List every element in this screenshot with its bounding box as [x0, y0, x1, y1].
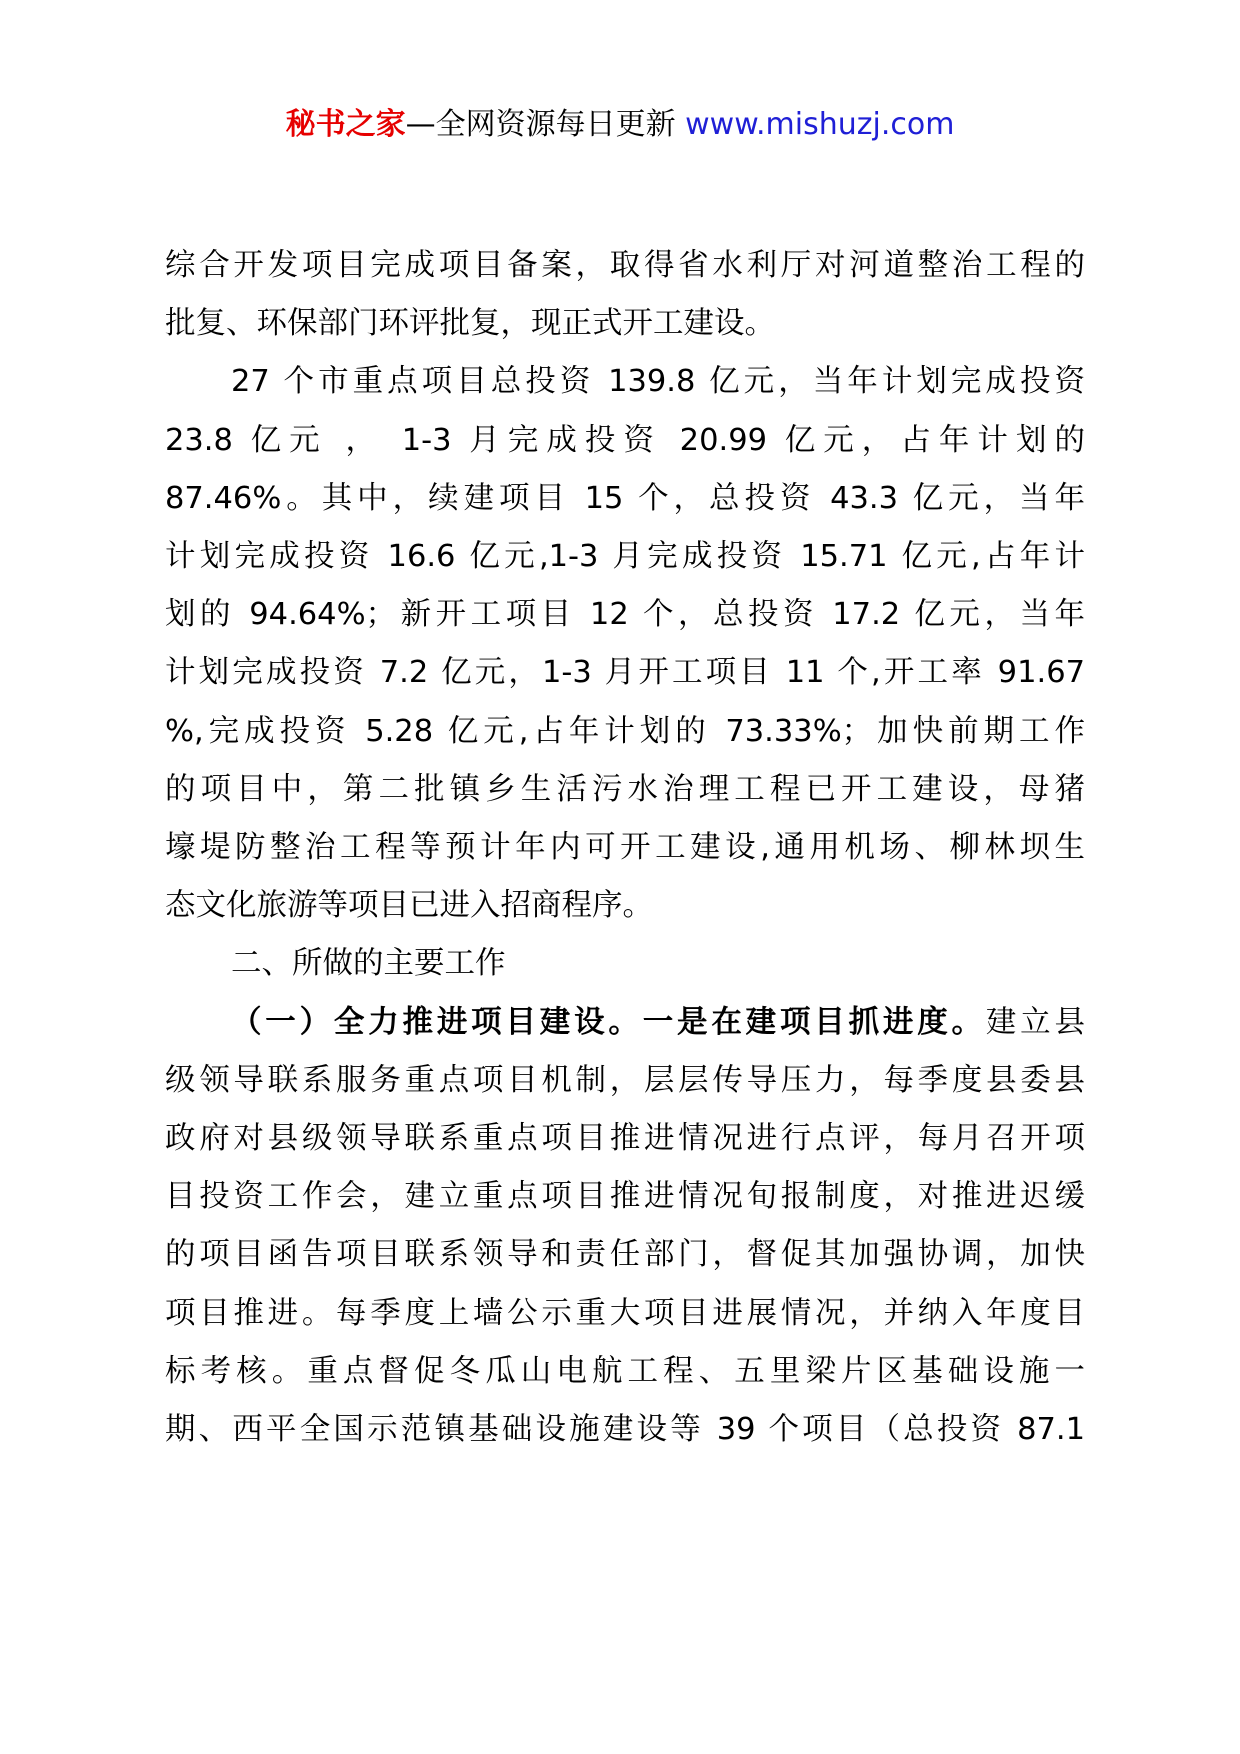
- document-body: [165, 237, 1085, 1459]
- paragraph-2-line-9: 壕堤防整治工程等预计年内可开工建设,通用机场、柳林坝生: [165, 830, 1085, 866]
- paragraph-4-line-1: [165, 994, 1085, 1052]
- paragraph-2-line-1: 27 个市重点项目总投资 139.8 亿元，当年计划完成投资: [231, 364, 1085, 400]
- paragraph-4-line-1-rest: 建立县: [985, 1004, 1085, 1040]
- paragraph-2-line-6: 计划完成投资 7.2 亿元，1-3 月开工项目 11 个,开工率 91.67: [165, 655, 1085, 691]
- paragraph-4-line-6: 项目推进。每季度上墙公示重大项目进展情况，并纳入年度目: [165, 1295, 1085, 1331]
- header-separator: —: [405, 107, 436, 142]
- paragraph-2-line-5: 划的 94.64%；新开工项目 12 个，总投资 17.2 亿元，当年: [165, 597, 1085, 633]
- paragraph-2-line-8: 的项目中，第二批镇乡生活污水治理工程已开工建设，母猪: [165, 771, 1085, 807]
- header-url-link[interactable]: www.mishuzj.com: [685, 107, 955, 142]
- paragraph-1-line-2: 批复、环保部门环评批复，现正式开工建设。: [165, 306, 775, 342]
- page-header: [0, 103, 1240, 147]
- paragraph-4-line-3: 政府对县级领导联系重点项目推进情况进行点评，每月召开项: [165, 1121, 1085, 1157]
- paragraph-4-line-5: 的项目函告项目联系领导和责任部门，督促其加强协调，加快: [165, 1237, 1085, 1273]
- paragraph-4-line-2: 级领导联系服务重点项目机制，层层传导压力，每季度县委县: [165, 1062, 1085, 1098]
- paragraph-4: [165, 994, 1085, 1460]
- header-brand: 秘书之家: [285, 107, 406, 142]
- header-slogan: 全网资源每日更新: [435, 107, 676, 142]
- section-heading-2: 二、所做的主要工作: [231, 946, 506, 982]
- paragraph-4-line-7: 标考核。重点督促冬瓜山电航工程、五里梁片区基础设施一: [165, 1353, 1085, 1389]
- paragraph-2-line-10: 态文化旅游等项目已进入招商程序。: [165, 888, 653, 924]
- paragraph-2-line-3: 87.46%。其中，续建项目 15 个，总投资 43.3 亿元，当年: [165, 480, 1085, 516]
- paragraph-1-line-1: 综合开发项目完成项目备案，取得省水利厅对河道整治工程的: [165, 248, 1085, 283]
- paragraph-2-line-7: %,完成投资 5.28 亿元,占年计划的 73.33%；加快前期工作: [165, 713, 1085, 749]
- paragraph-4-line-8: 期、西平全国示范镇基础设施建设等 39 个项目（总投资 87.1: [165, 1412, 1085, 1448]
- paragraph-1: [165, 237, 1085, 353]
- paragraph-2: [165, 353, 1085, 935]
- subsection-heading: （一）全力推进项目建设。一是在建项目抓进度。: [231, 1004, 986, 1040]
- paragraph-2-line-4: 计划完成投资 16.6 亿元,1-3 月完成投资 15.71 亿元,占年计: [165, 539, 1085, 575]
- paragraph-2-line-2: 23.8 亿元 ， 1-3 月完成投资 20.99 亿元，占年计划的: [165, 422, 1085, 458]
- paragraph-4-line-4: 目投资工作会，建立重点项目推进情况旬报制度，对推进迟缓: [165, 1179, 1085, 1215]
